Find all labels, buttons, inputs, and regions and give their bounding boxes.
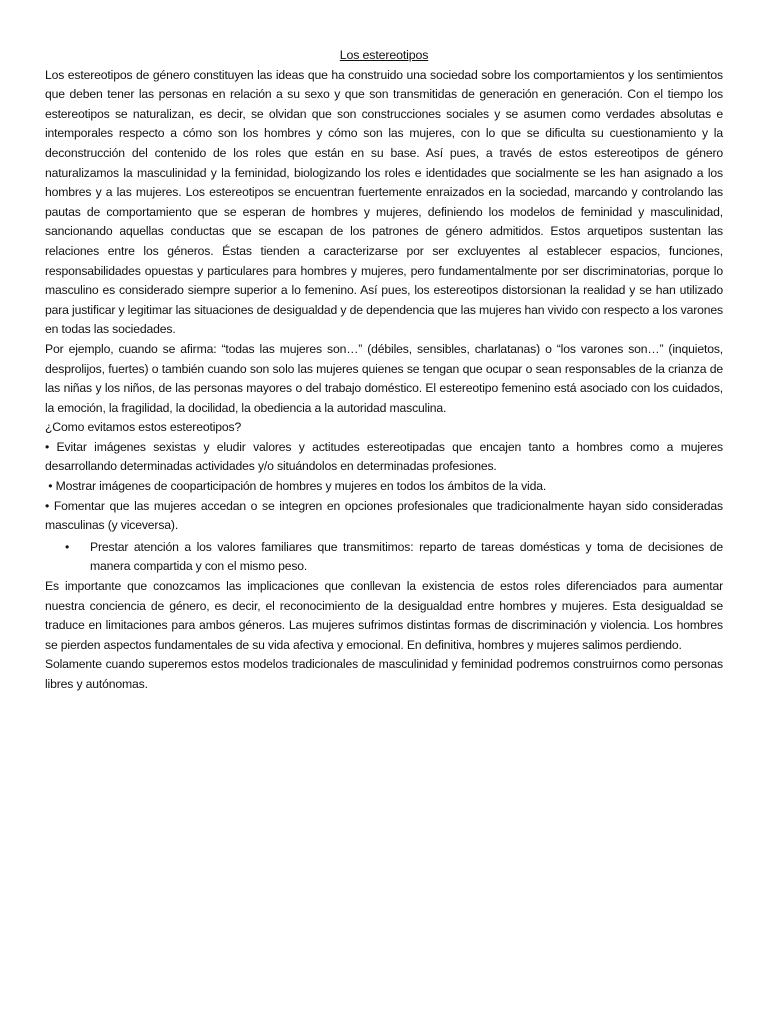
bullet-item-1: • Evitar imágenes sexistas y eludir valores y actitudes estereotipadas que encajen tanto a hombres como a mujeres desarrollando determinadas actividades y/o situándolos en determinadas profesiones. — [45, 439, 723, 474]
bullet-item-2: • Mostrar imágenes de cooparticipación de hombres y mujeres en todos los ámbitos de la vida. — [45, 479, 547, 494]
closing-paragraph-2: Solamente cuando superemos estos modelos tradicionales de masculinidad y feminidad podremos construirnos como personas libres y autónomas. — [45, 657, 723, 691]
bullet-item-4 — [45, 538, 723, 577]
bullet-item-3: • Fomentar que las mujeres accedan o se integren en opciones profesionales que tradicionalmente hayan sido consideradas masculinas (y viceversa). — [45, 498, 723, 533]
document-page — [45, 46, 723, 695]
intro-paragraph: Los estereotipos de género constituyen las ideas que ha construido una sociedad sobre los comportamientos y los sentimientos que deben tener las personas en relación a su sexo y que son transmitidas de generación en generación. Con el tiempo los estereotipos se naturalizan, es decir, se olvidan que son construcciones sociales y se asumen como verdades absolutas e intemporales respecto a cómo son los hombres y cómo son las mujeres, con lo que se dificulta su cuestionamiento y la deconstrucción del contenido de los roles que están en su base. Así pues, a través de estos estereotipos de género naturalizamos la masculinidad y la feminidad, biologizando los roles e identidades que socialmente se les han asignado a los hombres y a las mujeres. Los estereotipos se encuentran fuertemente enraizados en la sociedad, marcando y controlando las pautas de comportamiento que se esperan de hombres y mujeres, definiendo los modelos de feminidad y masculinidad, sancionando aquellas conductas que se escapan de los patrones de género admitidos. Estos arquetipos sustentan las relaciones entre los géneros. Éstas tienden a caracterizarse por ser excluyentes al establecer espacios, funciones, responsabilidades opuestas y particulares para hombres y mujeres, pero fundamentalmente por ser discriminatorias, porque lo masculino es considerado siempre superior a lo femenino. Así pues, los estereotipos distorsionan la realidad y se han utilizado para justificar y legitimar las situaciones de desigualdad y de dependencia que las mujeres han vivido con respecto a los varones en todas las sociedades. — [45, 67, 723, 337]
closing-paragraph-1: Es importante que conozcamos las implicaciones que conllevan la existencia de estos roles diferenciados para aumentar nuestra conciencia de género, es decir, el reconocimiento de la desigualdad entre hombres y mujeres. Esta desigualdad se traduce en limitaciones para ambos géneros. Las mujeres sufrimos distintas formas de discriminación y violencia. Los hombres se pierden aspectos fundamentales de su vida afectiva y emocional. En definitiva, hombres y mujeres salimos perdiendo. — [45, 579, 723, 652]
example-paragraph: Por ejemplo, cuando se afirma: “todas las mujeres son…” (débiles, sensibles, charlatanas) o “los varones son…” (inquietos, desprolijos, fuertes) o también cuando son solo las mujeres quienes se tengan que ocupar o sean responsables de la crianza de las niñas y los niños, de las personas mayores o del trabajo doméstico. El estereotipo femenino está asociado con los cuidados, la emoción, la fragilidad, la docilidad, la obediencia a la autoridad masculina. — [45, 341, 723, 415]
bullet-marker: • — [65, 539, 70, 554]
bullet-item-4-text: Prestar atención a los valores familiares que transmitimos: reparto de tareas domésticas y toma de decisiones de manera compartida y con el mismo peso. — [90, 539, 723, 574]
section-question: ¿Como evitamos estos estereotipos? — [45, 420, 242, 435]
document-title: Los estereotipos — [339, 48, 429, 62]
